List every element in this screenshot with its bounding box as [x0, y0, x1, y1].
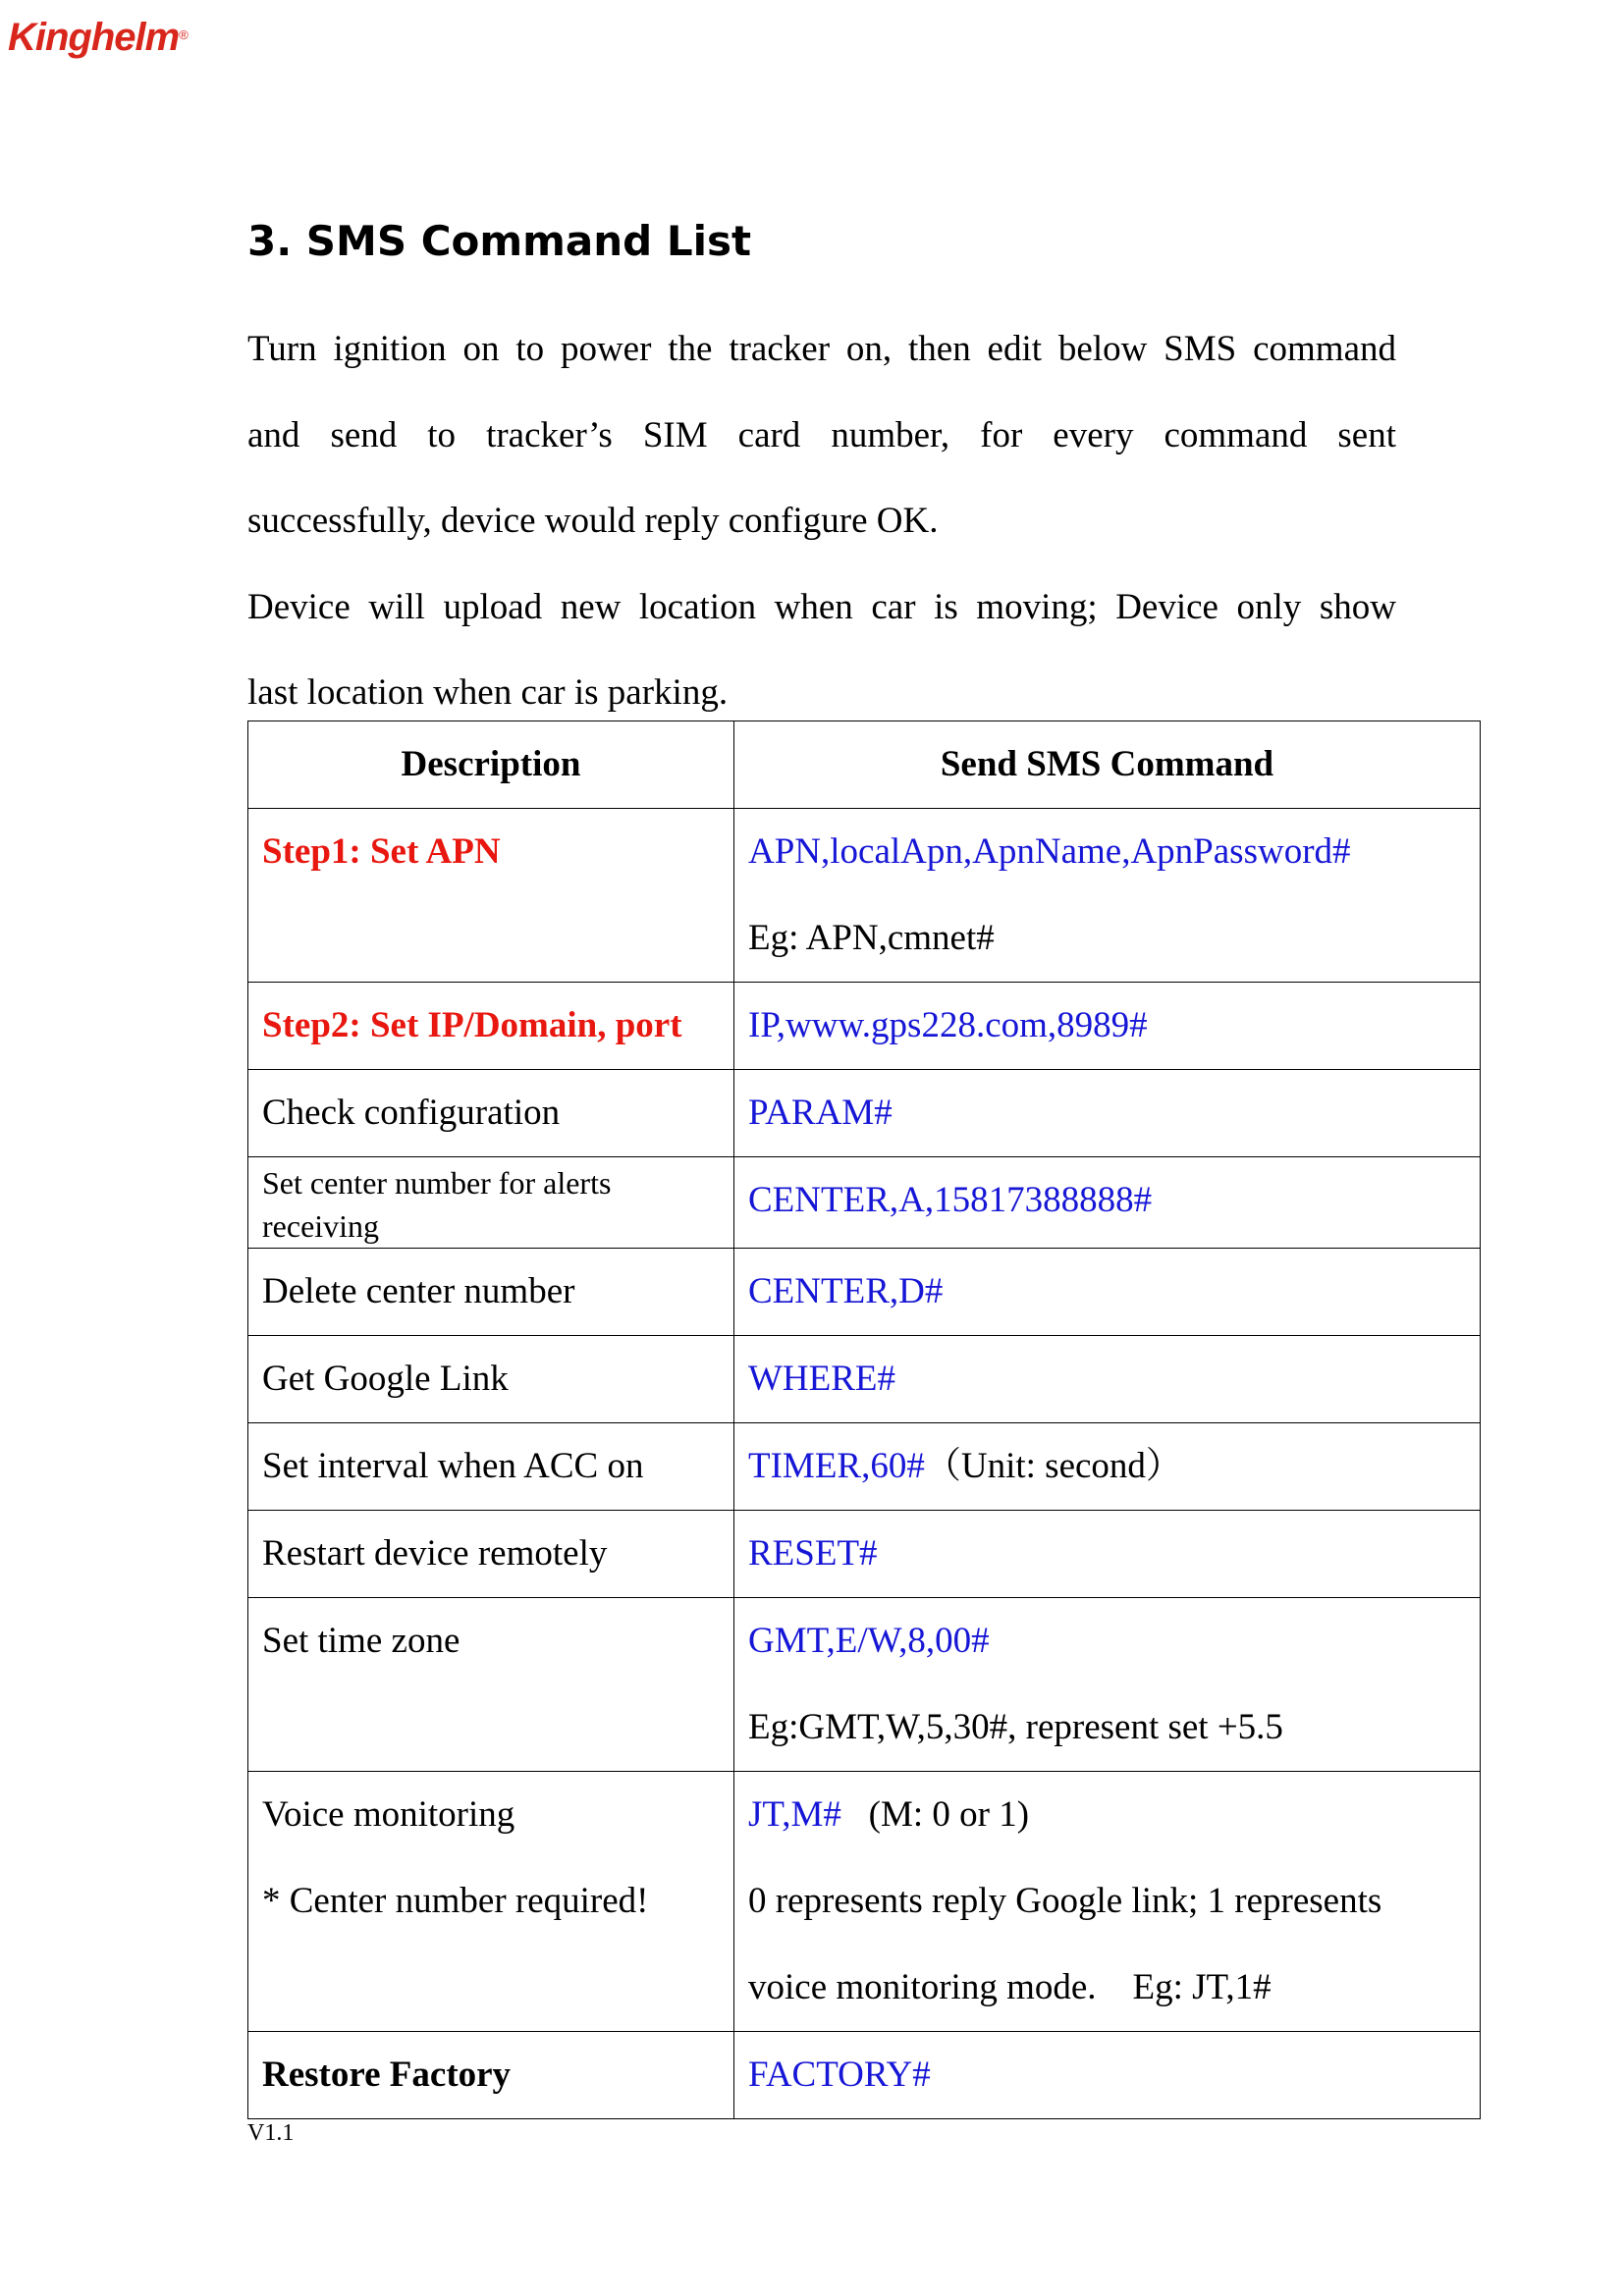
- row-command: PARAM#: [734, 1070, 1481, 1157]
- intro-line-3: successfully, device would reply configure OK.: [247, 501, 939, 541]
- table-row: [248, 809, 1481, 983]
- row-description: Step1: Set APN: [248, 809, 734, 983]
- table-header-row: [248, 721, 1481, 809]
- row-description: Check configuration: [248, 1070, 734, 1157]
- intro-line-4: Device will upload new location when car is moving; Device only show: [247, 586, 1396, 627]
- row-description: Restart device remotely: [248, 1511, 734, 1598]
- row-description-cell: [248, 1772, 734, 2032]
- table-row: [248, 1423, 1481, 1511]
- row-command-cell: [734, 1423, 1481, 1511]
- row-command: WHERE#: [734, 1336, 1481, 1423]
- registered-mark: ®: [179, 27, 188, 42]
- intro-text: [247, 306, 1396, 736]
- row-command: TIMER,60#: [748, 1446, 925, 1486]
- row-command: JT,M#: [748, 1794, 841, 1835]
- row-note: Eg:GMT,W,5,30#, represent set +5.5: [748, 1707, 1283, 1747]
- row-description: Set center number for alerts: [262, 1165, 612, 1201]
- table-row: [248, 1249, 1481, 1336]
- header-command: Send SMS Command: [734, 721, 1481, 809]
- table-row: [248, 2032, 1481, 2119]
- intro-line-1: Turn ignition on to power the tracker on, then edit below SMS command: [247, 329, 1396, 369]
- logo-text: Kinghelm: [8, 16, 180, 59]
- row-description: Get Google Link: [248, 1336, 734, 1423]
- row-note: Eg: APN,cmnet#: [748, 918, 995, 958]
- row-note-line3: voice monitoring mode. Eg: JT,1#: [748, 1967, 1272, 2007]
- row-note: （Unit: second）: [924, 1446, 1182, 1486]
- row-description-line2: receiving: [262, 1208, 380, 1244]
- version-label: V1.1: [247, 2120, 295, 2146]
- row-description: Restore Factory: [248, 2032, 734, 2119]
- row-command: IP,www.gps228.com,8989#: [734, 983, 1481, 1070]
- sms-command-table: [247, 721, 1481, 2119]
- kinghelm-logo: [8, 14, 188, 61]
- row-description: Set interval when ACC on: [248, 1423, 734, 1511]
- row-command: GMT,E/W,8,00#: [748, 1621, 990, 1661]
- row-note-line2: 0 represents reply Google link; 1 represents: [748, 1881, 1382, 1921]
- table-row: [248, 1511, 1481, 1598]
- row-description: Voice monitoring: [262, 1794, 515, 1835]
- table-row: [248, 983, 1481, 1070]
- table-row: [248, 1070, 1481, 1157]
- section-title: 3. SMS Command List: [247, 217, 752, 265]
- row-description: Step2: Set IP/Domain, port: [248, 983, 734, 1070]
- row-command-cell: [734, 809, 1481, 983]
- row-note: (M: 0 or 1): [868, 1794, 1030, 1835]
- row-description-line2: * Center number required!: [262, 1881, 649, 1921]
- header-description: Description: [248, 721, 734, 809]
- row-description: Set time zone: [248, 1598, 734, 1772]
- row-command-cell: [734, 1772, 1481, 2032]
- row-command: FACTORY#: [734, 2032, 1481, 2119]
- row-command-cell: [734, 1598, 1481, 1772]
- table-row: [248, 1336, 1481, 1423]
- intro-line-5: last location when car is parking.: [247, 672, 729, 713]
- row-command: APN,localApn,ApnName,ApnPassword#: [748, 831, 1351, 872]
- table-row: [248, 1772, 1481, 2032]
- row-command: CENTER,A,15817388888#: [734, 1157, 1481, 1249]
- intro-line-2: and send to tracker’s SIM card number, for every command sent: [247, 414, 1396, 455]
- table-row: [248, 1157, 1481, 1249]
- row-description-cell: [248, 1157, 734, 1249]
- row-command: CENTER,D#: [734, 1249, 1481, 1336]
- table-row: [248, 1598, 1481, 1772]
- row-command: RESET#: [734, 1511, 1481, 1598]
- row-description: Delete center number: [248, 1249, 734, 1336]
